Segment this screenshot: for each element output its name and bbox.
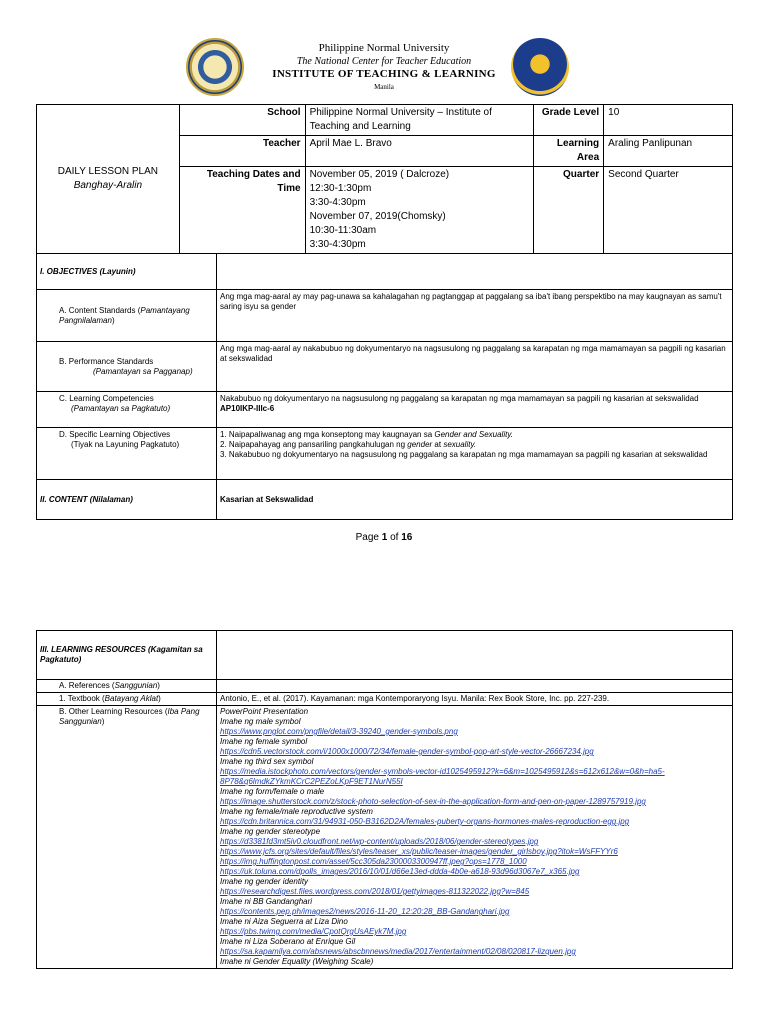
objective-2-italic: gender xyxy=(407,440,433,449)
teacher-value: April Mae L. Bravo xyxy=(305,136,534,167)
content-label: II. CONTENT (Nilalaman) xyxy=(37,480,217,520)
competencies-text: Nakabubuo ng dokyumentaryo na nagsusulong ng paggalang sa karapatan ng mga mamamayan sa pagpili ng kasarian at sekswalidad xyxy=(220,394,699,403)
date-line: 3:30-4:30pm xyxy=(309,197,366,208)
resource-link[interactable]: https://contents.pep.ph/images2/news/2016-11-20_12:20:28_BB-Gandanghari.jpg xyxy=(220,907,510,916)
content-standards-label-italic: Pamantayang Pangnilalaman xyxy=(59,305,190,325)
objectives-title-empty xyxy=(217,254,733,290)
page-current: 1 xyxy=(381,532,388,543)
resources-title: III. LEARNING RESOURCES (Kagamitan sa Pagkatuto) xyxy=(37,631,217,680)
performance-standards-label-text: B. Performance Standards xyxy=(59,356,154,366)
specific-objectives-sub: (Tiyak na Layuning Pagkatuto) xyxy=(71,440,180,449)
objective-2-text: 2. Naipapahayag ang pansariling pangkahulugan ng xyxy=(220,440,408,449)
school-value: Philippine Normal University – Institute of Teaching and Learning xyxy=(305,105,534,136)
other-resources-label-text: B. Other Learning Resources ( xyxy=(59,707,168,716)
other-resources-label-end: ) xyxy=(101,717,105,726)
content-standards-value: Ang mga mag-aaral ay may pag-unawa sa kahalagahan ng pagtanggap at paggalang sa iba't ibang perspektibo na may kaugnayan as samu't saring isyu sa gender xyxy=(217,290,733,342)
references-label-text: A. References ( xyxy=(59,681,115,690)
date-line: 10:30-11:30am xyxy=(309,225,377,236)
grade-label: Grade Level xyxy=(534,105,604,136)
date-line: 3:30-4:30pm xyxy=(309,239,366,250)
header-city: Manila xyxy=(374,83,394,91)
teacher-label: Teacher xyxy=(179,136,305,167)
grade-value: 10 xyxy=(604,105,733,136)
other-resources-label-italic: Iba Pang Sanggunian xyxy=(59,707,200,726)
resource-label: Imahe ng female/male reproductive system xyxy=(220,807,373,816)
competencies-label xyxy=(37,392,217,428)
specific-objectives-value xyxy=(217,428,733,480)
content-standards-label xyxy=(37,290,217,342)
objective-3: 3. Nakabubuo ng dokyumentaryo na nagsusulong ng paggalang sa karapatan ng mga mamamayan sa pagpili ng kasarian at sekswalidad xyxy=(220,450,708,459)
area-value: Araling Panlipunan xyxy=(604,136,733,167)
objective-2 xyxy=(220,440,729,450)
dates-value xyxy=(305,167,534,254)
page-total: 16 xyxy=(401,532,413,543)
dates-label: Teaching Dates and Time xyxy=(179,167,305,254)
header-center: The National Center for Teacher Education xyxy=(296,56,472,67)
textbook-label xyxy=(37,693,217,706)
competencies-sub: (Pamantayan sa Pagkatuto) xyxy=(71,404,171,413)
page-label: Page xyxy=(355,532,379,543)
resource-label: Imahe ng gender stereotype xyxy=(220,827,321,836)
objective-1-text: 1. Naipapaliwanag ang mga konseptong may kaugnayan sa xyxy=(220,430,435,439)
resource-label: Imahe ng gender identity xyxy=(220,877,309,886)
objective-1-italic: Gender and Sexuality. xyxy=(434,430,513,439)
resource-label: PowerPoint Presentation xyxy=(220,707,309,716)
objective-2-italic-2: sexuality. xyxy=(443,440,477,449)
specific-objectives-label xyxy=(37,428,217,480)
quarter-label: Quarter xyxy=(534,167,604,254)
textbook-value: Antonio, E., et al. (2017). Kayamanan: mga Kontemporaryong Isyu. Manila: Rex Book Store, Inc. pp. 227-239. xyxy=(217,693,733,706)
school-label: School xyxy=(179,105,305,136)
references-empty xyxy=(217,680,733,693)
resource-link[interactable]: https://pbs.twimg.com/media/CpotQrgUsAEyk7M.jpg xyxy=(220,927,407,936)
performance-standards-value: Ang mga mag-aaral ay nakabubuo ng dokyumentaryo na nagsusulong ng paggalang sa karapatan ng mga mamamayan sa pagpili ng kasarian at sekswalidad xyxy=(217,342,733,392)
resource-label: Imahe ng female symbol xyxy=(220,737,308,746)
textbook-label-end: ) xyxy=(158,694,161,703)
dlp-subtitle: Banghay-Aralin xyxy=(73,180,143,191)
area-label: Learning Area xyxy=(534,136,604,167)
content-standards-label-end: ) xyxy=(111,315,115,325)
references-label-end: ) xyxy=(157,681,160,690)
resource-label: Imahe ng male symbol xyxy=(220,717,301,726)
date-line: November 05, 2019 ( Dalcroze) xyxy=(309,169,450,180)
references-label-italic: Sanggunian xyxy=(114,681,158,690)
other-resources-list xyxy=(217,706,733,969)
header-institute: INSTITUTE OF TEACHING & LEARNING xyxy=(272,68,496,80)
resource-link[interactable]: https://www.pnglot.com/pngfile/detail/3-39240_gender-symbols.png xyxy=(220,727,458,736)
page-of: of xyxy=(390,532,399,543)
resource-link[interactable]: https://image.shutterstock.com/z/stock-photo-selection-of-sex-in-the-application-form-and-pen-on-paper-1289757919.jpg xyxy=(220,797,646,806)
dlp-title: DAILY LESSON PLAN xyxy=(57,166,158,177)
resource-label: Imahe ng third sex symbol xyxy=(220,757,314,766)
resource-label: Imahe ni BB Gandanghari xyxy=(220,897,313,906)
resource-label: Imahe ni Gender Equality (Weighing Scale) xyxy=(220,957,374,966)
resources-title-empty xyxy=(217,631,733,680)
resource-link[interactable]: https://researchdigest.files.wordpress.com/2018/01/gettyimages-811322022.jpg?w=845 xyxy=(220,887,530,896)
resource-link[interactable]: https://cdn.britannica.com/31/94931-050-B3162D2A/females-puberty-organs-hormones-males-reproduction-egg.jpg xyxy=(220,817,630,826)
other-resources-label xyxy=(37,706,217,969)
resource-label: Imahe ni Aiza Seguerra at Liza Dino xyxy=(220,917,348,926)
date-line: November 07, 2019(Chomsky) xyxy=(309,211,446,222)
content-standards-label-text: A. Content Standards ( xyxy=(59,305,141,315)
objectives-table xyxy=(36,253,733,520)
textbook-label-text: 1. Textbook ( xyxy=(59,694,105,703)
performance-standards-label xyxy=(37,342,217,392)
content-value: Kasarian at Sekswalidad xyxy=(217,480,733,520)
objective-1 xyxy=(220,430,729,440)
resource-label: Imahe ni Liza Soberano at Enrique Gil xyxy=(220,937,356,946)
dlp-title-cell xyxy=(37,105,180,254)
references-label xyxy=(37,680,217,693)
resource-link[interactable]: https://media.istockphoto.com/vectors/gender-symbols-vector-id1025495912?k=6&m=1025495912&s=612x612&w=0&h=ha5-8P78&q6lmdkZYkmKCrC2PEZoLKpF9ET1NurN55I xyxy=(220,767,665,786)
resource-link[interactable]: https://sa.kapamilya.com/absnews/abscbnnews/media/2017/entertainment/02/08/020817-lizquen.jpg xyxy=(220,947,576,956)
competencies-value xyxy=(217,392,733,428)
resource-link[interactable]: https://www.jcfs.org/sites/default/files/styles/teaser_xs/public/teaser-images/gender_girlsboy.jpg?itok=WsFFYYr6 xyxy=(220,847,618,856)
competencies-label-text: C. Learning Competencies xyxy=(59,394,154,403)
resource-link[interactable]: https://d3381fd3mt5iv0.cloudfront.net/wp-content/uploads/2018/06/gender-stereotypes.jpg xyxy=(220,837,539,846)
page-number xyxy=(0,532,768,543)
objective-2-mid: at xyxy=(432,440,444,449)
objectives-title: I. OBJECTIVES (Layunin) xyxy=(37,254,217,290)
resource-link[interactable]: https://uk.toluna.com/dpolls_images/2016/10/01/d66e13ed-ddda-4b0e-a618-93d96d3067e7_x365.jpg xyxy=(220,867,580,876)
textbook-label-italic: Batayang Aklat xyxy=(104,694,159,703)
competency-code: AP10IKP-IIIc-6 xyxy=(220,404,275,413)
date-line: 12:30-1:30pm xyxy=(309,183,372,194)
specific-objectives-label-text: D. Specific Learning Objectives xyxy=(59,430,171,439)
resource-link[interactable]: https://cdn5.vectorstock.com/i/1000x1000/72/34/female-gender-symbol-pop-art-style-vector-26667234.jpg xyxy=(220,747,594,756)
quarter-value: Second Quarter xyxy=(604,167,733,254)
page-gap xyxy=(0,560,768,630)
resource-link[interactable]: https://img.huffingtonpost.com/asset/5cc305da2300003300947ff.jpeg?ops=1778_1000 xyxy=(220,857,527,866)
resources-table xyxy=(36,630,733,969)
lesson-info-table xyxy=(36,104,733,254)
performance-standards-sub: (Pamantayan sa Pagganap) xyxy=(93,366,193,376)
resource-label: Imahe ng form/female o male xyxy=(220,787,325,796)
header-university: Philippine Normal University xyxy=(318,42,450,54)
